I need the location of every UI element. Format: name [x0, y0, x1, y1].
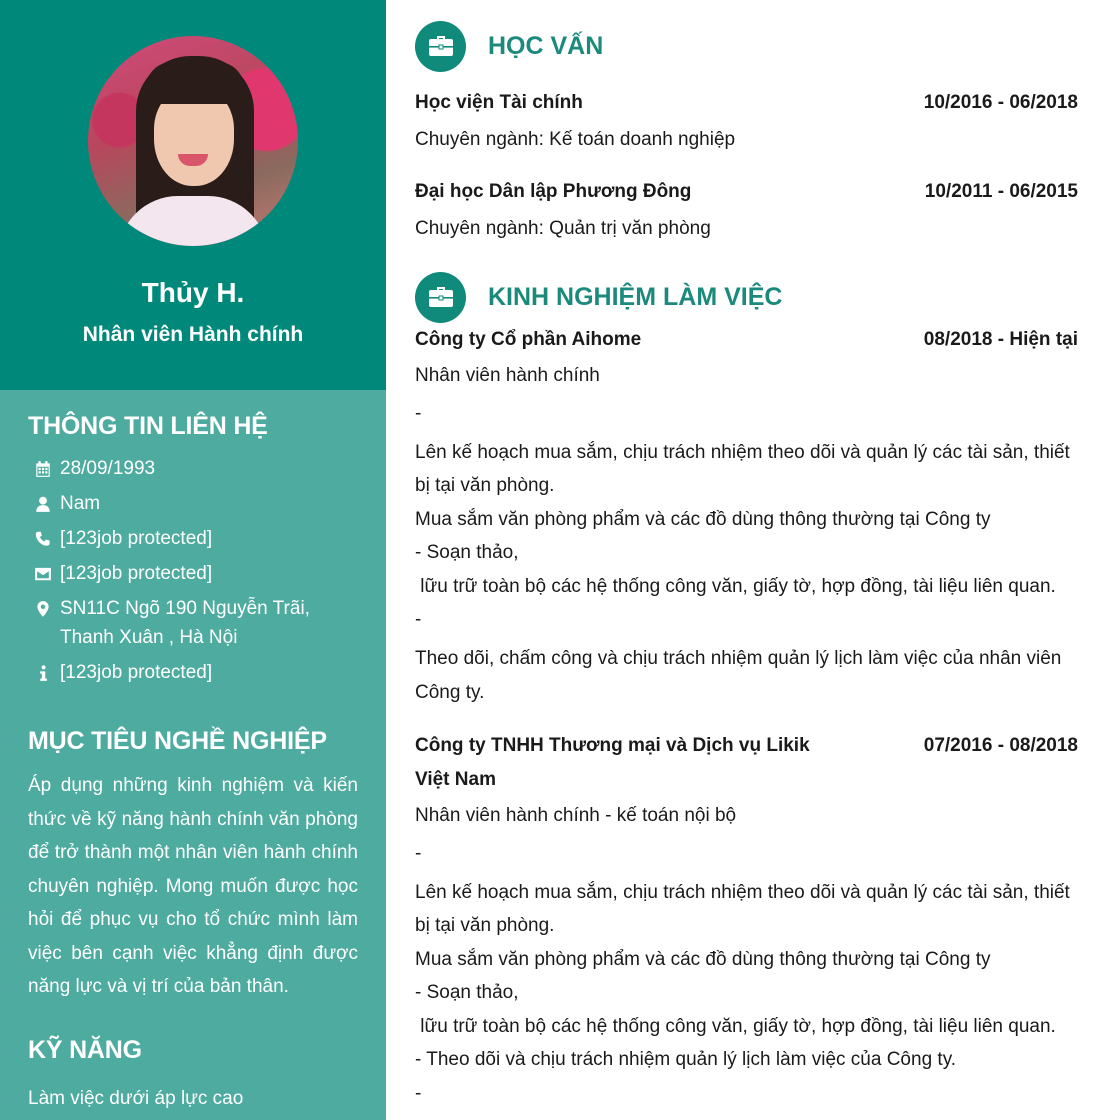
section-header: [415, 271, 1078, 323]
desc-line: -: [415, 1082, 422, 1104]
contact-item-address: [28, 594, 358, 652]
desc-line: -: [415, 842, 422, 864]
position: Nhân viên hành chính - kế toán nội bộ: [415, 805, 737, 826]
contact-heading: THÔNG TIN LIÊN HỆ: [28, 412, 268, 440]
desc-line: lữu trữ toàn bộ các hệ thống công văn, giấy tờ, hợp đồng, tài liệu liên quan.: [415, 575, 1056, 597]
desc-line: Lên kế hoạch mua sắm, chịu trách nhiệm theo dõi và quản lý các tài sản, thiết bị tại văn phòng.: [415, 441, 1070, 496]
desc-line: Mua sắm văn phòng phẩm và các đồ dùng thông thường tại Công ty: [415, 948, 991, 970]
objective-text: Áp dụng những kinh nghiệm và kiến thức về kỹ năng hành chính văn phòng để trở thành một nhân viên hành chính chuyên nghiệp. Mong muốn được học hỏi để phục vụ cho tổ chức mình làm việc bên cạnh việc khẳng định được năng lực và vị trí của bản thân.: [28, 775, 358, 997]
entry-header: [415, 86, 1078, 120]
company-name: Công ty TNHH Thương mại và Dịch vụ Likik Việt Nam: [415, 735, 810, 790]
skills-heading: KỸ NĂNG: [28, 1035, 142, 1064]
entry-header: [415, 729, 1078, 797]
entry-header: [415, 175, 1078, 209]
contact-value: [123job protected]: [60, 563, 213, 584]
contact-value: SN11C Ngõ 190 Nguyễn Trãi, Thanh Xuân , Hà Nội: [60, 598, 310, 648]
education-entry: [415, 86, 1078, 157]
contact-value: 28/09/1993: [60, 458, 156, 479]
skill-item: Làm việc dưới áp lực cao: [28, 1087, 244, 1109]
major: Chuyên ngành: Kế toán doanh nghiệp: [415, 129, 736, 150]
desc-line: - Soạn thảo,: [415, 982, 519, 1003]
entry-header: [415, 323, 1078, 357]
desc-line: Lên kế hoạch mua sắm, chịu trách nhiệm theo dõi và quản lý các tài sản, thiết bị tại văn phòng.: [415, 881, 1070, 936]
desc-line: - Soạn thảo,: [415, 542, 519, 563]
briefcase-icon: [415, 21, 466, 72]
company-name: Công ty Cổ phần Aihome: [415, 329, 642, 350]
map-marker-icon: [28, 594, 60, 623]
date-range: 07/2016 - 08/2018: [923, 735, 1078, 756]
experience-heading: KINH NGHIỆM LÀM VIỆC: [488, 283, 783, 311]
education-heading: HỌC VẤN: [488, 32, 604, 60]
school-name: Đại học Dân lập Phương Đông: [415, 180, 692, 202]
job-description: [415, 837, 1078, 1116]
experience-section: [415, 271, 1078, 1116]
education-section: [415, 0, 1078, 245]
calendar-icon: [28, 454, 60, 483]
education-entry: [415, 175, 1078, 246]
sidebar-body: [0, 390, 386, 1114]
profile-header: [0, 0, 386, 390]
contact-list: [28, 454, 358, 687]
main-content: [415, 0, 1078, 1116]
desc-line: Mua sắm văn phòng phẩm và các đồ dùng thông thường tại Công ty: [415, 508, 991, 530]
info-icon: [28, 658, 60, 687]
date-range: 10/2016 - 06/2018: [923, 92, 1078, 113]
envelope-icon: [28, 559, 60, 588]
contact-item-gender: [28, 489, 358, 518]
major: Chuyên ngành: Quản trị văn phòng: [415, 217, 711, 239]
avatar: [88, 36, 298, 246]
date-range: 10/2011 - 06/2015: [924, 180, 1078, 202]
school-name: Học viện Tài chính: [415, 92, 583, 113]
desc-line: Theo dõi, chấm công và chịu trách nhiệm quản lý lịch làm việc của nhân viên Công ty.: [415, 648, 1062, 703]
experience-entry: [415, 323, 1078, 709]
user-icon: [28, 489, 60, 518]
desc-line: -: [415, 609, 422, 630]
experience-entry: [415, 729, 1078, 1116]
contact-value: [123job protected]: [60, 528, 213, 549]
contact-item-info: [28, 658, 358, 687]
briefcase-icon: [415, 272, 466, 323]
sidebar: [0, 0, 386, 1120]
profile-title: Nhân viên Hành chính: [82, 323, 304, 346]
contact-item-phone: [28, 524, 358, 553]
profile-name: Thủy H.: [141, 277, 245, 308]
contact-value: [123job protected]: [60, 662, 213, 683]
avatar-bangs: [146, 62, 244, 104]
objective-heading: MỤC TIÊU NGHỀ NGHIỆP: [28, 727, 327, 755]
phone-icon: [28, 524, 60, 553]
contact-value: Nam: [60, 493, 101, 514]
section-header: [415, 20, 1078, 72]
desc-line: - Theo dõi và chịu trách nhiệm quản lý lịch làm việc của Công ty.: [415, 1049, 957, 1070]
job-description: [415, 397, 1078, 710]
desc-line: lữu trữ toàn bộ các hệ thống công văn, giấy tờ, hợp đồng, tài liệu liên quan.: [415, 1015, 1056, 1037]
contact-item-email: [28, 559, 358, 588]
date-range: 08/2018 - Hiện tại: [923, 329, 1078, 350]
contact-item-birthday: [28, 454, 358, 483]
desc-line: -: [415, 402, 422, 424]
position: Nhân viên hành chính: [415, 365, 600, 386]
